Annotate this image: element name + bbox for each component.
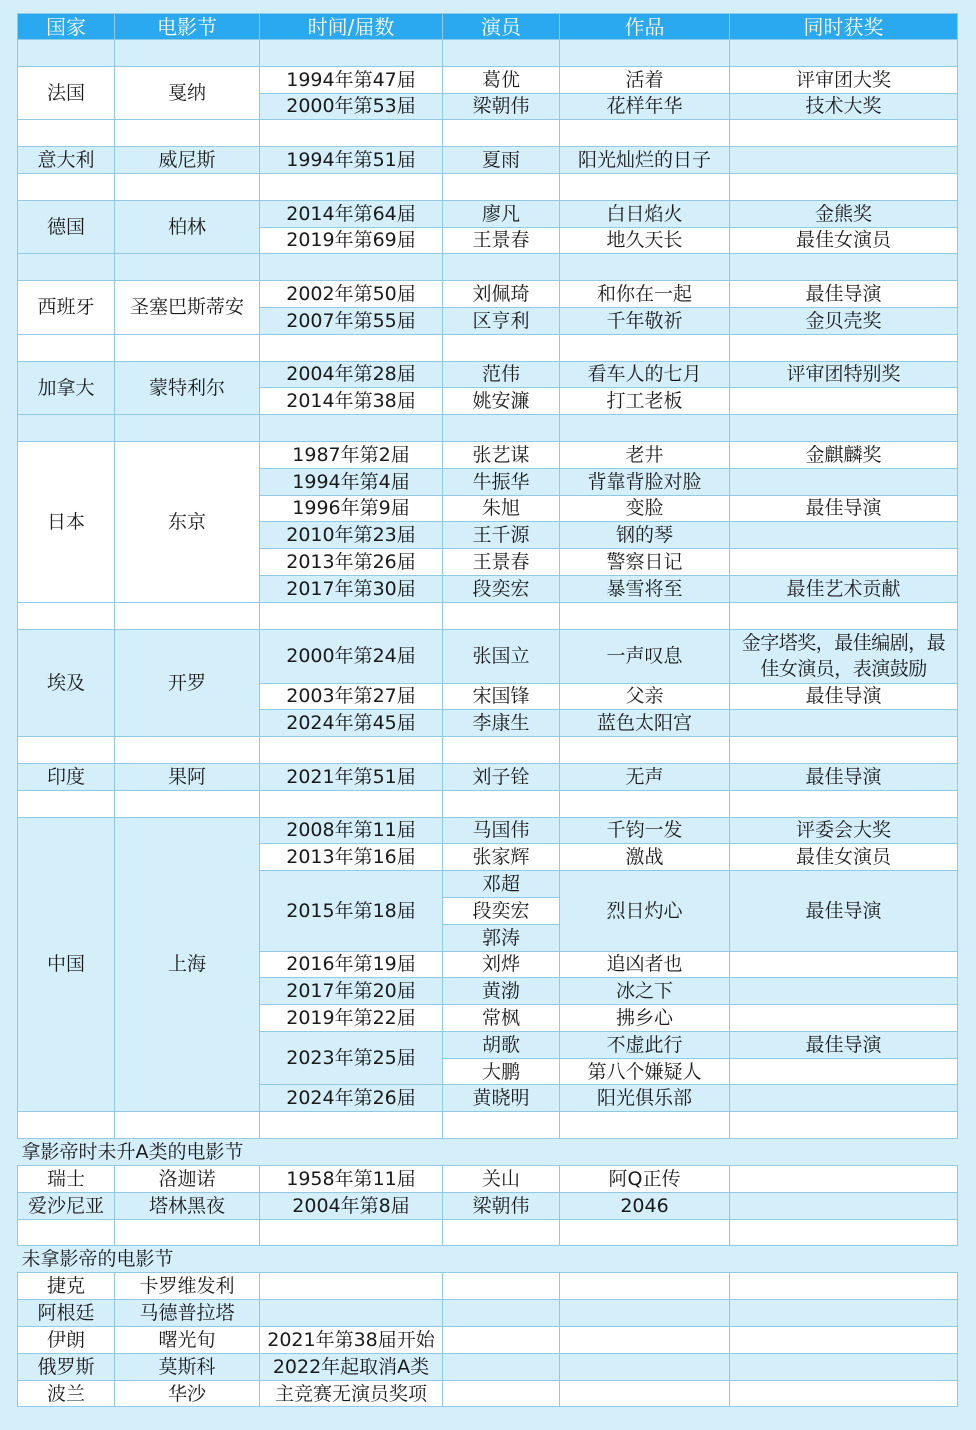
table-row: [18, 1300, 958, 1327]
work-cell: 花样年华: [560, 93, 730, 120]
festival-cell: 蒙特利尔: [115, 361, 260, 415]
empty-cell: [730, 40, 958, 67]
work-cell: 拂乡心: [560, 1005, 730, 1032]
actor-cell: 黄晓明: [443, 1085, 560, 1112]
empty-cell: [730, 1112, 958, 1139]
empty-cell: [730, 254, 958, 281]
empty-cell: [260, 737, 443, 764]
empty-cell: [115, 790, 260, 817]
award-cell: 最佳女演员: [730, 844, 958, 871]
table-row: [18, 1112, 958, 1139]
actor-cell: 牛振华: [443, 468, 560, 495]
empty-cell: [730, 1300, 958, 1327]
work-cell: 变脸: [560, 495, 730, 522]
empty-cell: [730, 602, 958, 629]
work-cell: 第八个嫌疑人: [560, 1058, 730, 1085]
actor-cell: 王景春: [443, 549, 560, 576]
work-cell: 活着: [560, 66, 730, 93]
festival-cell: 圣塞巴斯蒂安: [115, 281, 260, 335]
country-cell: 印度: [18, 763, 115, 790]
work-cell: 地久天长: [560, 227, 730, 254]
work-cell: 和你在一起: [560, 281, 730, 308]
table-row: [18, 200, 958, 227]
empty-cell: [560, 334, 730, 361]
actor-cell: 区亨利: [443, 307, 560, 334]
actor-cell: 郭涛: [443, 924, 560, 951]
festival-cell: 华沙: [115, 1380, 260, 1407]
actor-cell: 段奕宏: [443, 575, 560, 602]
empty-cell: [560, 173, 730, 200]
empty-cell: [115, 40, 260, 67]
award-cell: [730, 1058, 958, 1085]
table-row: [18, 763, 958, 790]
empty-cell: [18, 40, 115, 67]
work-cell: 钢的琴: [560, 522, 730, 549]
empty-cell: [560, 602, 730, 629]
empty-cell: [115, 334, 260, 361]
table-row: [18, 1327, 958, 1354]
country-cell: 加拿大: [18, 361, 115, 415]
award-cell: [730, 1192, 958, 1219]
empty-cell: [115, 602, 260, 629]
work-cell: 一声叹息: [560, 629, 730, 683]
empty-cell: [443, 334, 560, 361]
festival-cell: 柏林: [115, 200, 260, 254]
empty-cell: [18, 790, 115, 817]
section-title-row: [18, 1139, 958, 1166]
award-cell: 最佳艺术贡献: [730, 575, 958, 602]
festival-cell: 洛迦诺: [115, 1166, 260, 1193]
empty-cell: [115, 173, 260, 200]
empty-cell: [18, 602, 115, 629]
actor-cell: 朱旭: [443, 495, 560, 522]
header-row: [18, 14, 958, 40]
actor-cell: 范伟: [443, 361, 560, 388]
work-cell: 蓝色太阳宫: [560, 710, 730, 737]
year-cell: 2017年第30届: [260, 575, 443, 602]
award-cell: [730, 978, 958, 1005]
empty-cell: [730, 1353, 958, 1380]
empty-cell: [443, 1219, 560, 1246]
actor-cell: 王景春: [443, 227, 560, 254]
work-cell: 冰之下: [560, 978, 730, 1005]
empty-cell: [730, 1273, 958, 1300]
empty-cell: [560, 1380, 730, 1407]
column-header: 电影节: [115, 14, 260, 40]
country-cell: 西班牙: [18, 281, 115, 335]
award-cell: [730, 468, 958, 495]
actor-cell: 姚安濂: [443, 388, 560, 415]
empty-cell: [260, 254, 443, 281]
empty-cell: [443, 790, 560, 817]
empty-cell: [443, 120, 560, 147]
empty-cell: [260, 120, 443, 147]
award-cell: 最佳导演: [730, 1031, 958, 1058]
award-cell: [730, 1005, 958, 1032]
empty-cell: [560, 120, 730, 147]
country-cell: 埃及: [18, 629, 115, 737]
note-cell: 主竞赛无演员奖项: [260, 1380, 443, 1407]
work-cell: 千年敬祈: [560, 307, 730, 334]
year-cell: 2008年第11届: [260, 817, 443, 844]
award-cell: 金字塔奖，最佳编剧，最佳女演员，表演鼓励: [730, 629, 958, 683]
festival-cell: 曙光旬: [115, 1327, 260, 1354]
section-title-row: [18, 1246, 958, 1273]
festival-cell: 马德普拉塔: [115, 1300, 260, 1327]
table-row: [18, 629, 958, 683]
actor-cell: 葛优: [443, 66, 560, 93]
empty-cell: [443, 40, 560, 67]
award-cell: [730, 1085, 958, 1112]
award-cell: 最佳导演: [730, 281, 958, 308]
work-cell: 老井: [560, 441, 730, 468]
table-row: [18, 817, 958, 844]
actor-cell: 张家辉: [443, 844, 560, 871]
work-cell: 警察日记: [560, 549, 730, 576]
table-row: [18, 1166, 958, 1193]
actor-cell: 廖凡: [443, 200, 560, 227]
actor-cell: 张国立: [443, 629, 560, 683]
empty-cell: [560, 40, 730, 67]
actor-cell: 段奕宏: [443, 897, 560, 924]
empty-cell: [560, 1327, 730, 1354]
award-cell: [730, 147, 958, 174]
column-header: 演员: [443, 14, 560, 40]
year-cell: 2024年第45届: [260, 710, 443, 737]
award-cell: 最佳导演: [730, 871, 958, 951]
festival-cell: 卡罗维发利: [115, 1273, 260, 1300]
empty-cell: [443, 1112, 560, 1139]
empty-cell: [560, 790, 730, 817]
empty-cell: [730, 1327, 958, 1354]
empty-cell: [730, 120, 958, 147]
empty-cell: [115, 120, 260, 147]
table-row: [18, 40, 958, 67]
empty-cell: [443, 1273, 560, 1300]
note-cell: 2022年起取消A类: [260, 1353, 443, 1380]
empty-cell: [18, 334, 115, 361]
year-cell: 1958年第11届: [260, 1166, 443, 1193]
table-row: [18, 1273, 958, 1300]
award-cell: 评审团特别奖: [730, 361, 958, 388]
actor-cell: 黄渤: [443, 978, 560, 1005]
year-cell: 2010年第23届: [260, 522, 443, 549]
year-cell: 2013年第16届: [260, 844, 443, 871]
award-cell: 最佳导演: [730, 495, 958, 522]
actor-cell: 梁朝伟: [443, 1192, 560, 1219]
year-cell: 2004年第28届: [260, 361, 443, 388]
actor-cell: 王千源: [443, 522, 560, 549]
actor-cell: 梁朝伟: [443, 93, 560, 120]
country-cell: 意大利: [18, 147, 115, 174]
empty-cell: [443, 602, 560, 629]
year-cell: 1987年第2届: [260, 441, 443, 468]
country-cell: 伊朗: [18, 1327, 115, 1354]
work-cell: 激战: [560, 844, 730, 871]
year-cell: 1994年第51届: [260, 147, 443, 174]
empty-cell: [730, 1380, 958, 1407]
empty-cell: [115, 415, 260, 442]
empty-cell: [443, 254, 560, 281]
award-cell: 金熊奖: [730, 200, 958, 227]
year-cell: 2003年第27届: [260, 683, 443, 710]
empty-cell: [260, 334, 443, 361]
empty-cell: [443, 737, 560, 764]
festival-cell: 塔林黑夜: [115, 1192, 260, 1219]
empty-cell: [260, 1112, 443, 1139]
table-row: [18, 737, 958, 764]
empty-cell: [560, 1300, 730, 1327]
table-row: [18, 602, 958, 629]
country-cell: 瑞士: [18, 1166, 115, 1193]
note-cell: [260, 1300, 443, 1327]
country-cell: 爱沙尼亚: [18, 1192, 115, 1219]
empty-cell: [18, 120, 115, 147]
actor-cell: 马国伟: [443, 817, 560, 844]
actor-cell: 常枫: [443, 1005, 560, 1032]
table-row: [18, 120, 958, 147]
festival-cell: 开罗: [115, 629, 260, 737]
actor-cell: 张艺谋: [443, 441, 560, 468]
festival-cell: 东京: [115, 441, 260, 602]
award-cell: [730, 549, 958, 576]
empty-cell: [443, 1380, 560, 1407]
table-row: [18, 1192, 958, 1219]
empty-cell: [443, 415, 560, 442]
country-cell: 中国: [18, 817, 115, 1112]
award-cell: 评委会大奖: [730, 817, 958, 844]
column-header: 同时获奖: [730, 14, 958, 40]
empty-cell: [730, 334, 958, 361]
country-cell: 德国: [18, 200, 115, 254]
table-row: [18, 441, 958, 468]
country-cell: 阿根廷: [18, 1300, 115, 1327]
year-cell: 2000年第24届: [260, 629, 443, 683]
festival-cell: 果阿: [115, 763, 260, 790]
award-cell: 最佳女演员: [730, 227, 958, 254]
empty-cell: [560, 1273, 730, 1300]
table-row: [18, 1380, 958, 1407]
award-cell: 金贝壳奖: [730, 307, 958, 334]
award-cell: 金麒麟奖: [730, 441, 958, 468]
table-row: [18, 1353, 958, 1380]
award-cell: [730, 388, 958, 415]
actor-cell: 胡歌: [443, 1031, 560, 1058]
empty-cell: [443, 1327, 560, 1354]
year-cell: 2007年第55届: [260, 307, 443, 334]
table-row: [18, 334, 958, 361]
year-cell: 1994年第4届: [260, 468, 443, 495]
work-cell: 阳光灿烂的日子: [560, 147, 730, 174]
empty-cell: [18, 737, 115, 764]
table-row: [18, 173, 958, 200]
award-cell: 最佳导演: [730, 763, 958, 790]
work-cell: 2046: [560, 1192, 730, 1219]
empty-cell: [115, 254, 260, 281]
table-row: [18, 147, 958, 174]
empty-cell: [260, 415, 443, 442]
award-cell: [730, 951, 958, 978]
section-title: 拿影帝时未升A类的电影节: [18, 1139, 958, 1166]
empty-cell: [260, 1219, 443, 1246]
empty-cell: [443, 1353, 560, 1380]
table-row: [18, 66, 958, 93]
country-cell: 日本: [18, 441, 115, 602]
note-cell: [260, 1273, 443, 1300]
work-cell: 看车人的七月: [560, 361, 730, 388]
empty-cell: [730, 173, 958, 200]
work-cell: 白日焰火: [560, 200, 730, 227]
work-cell: 无声: [560, 763, 730, 790]
actor-cell: 关山: [443, 1166, 560, 1193]
award-cell: 最佳导演: [730, 683, 958, 710]
empty-cell: [730, 790, 958, 817]
work-cell: 烈日灼心: [560, 871, 730, 951]
empty-cell: [560, 737, 730, 764]
actor-cell: 刘子铨: [443, 763, 560, 790]
empty-cell: [260, 790, 443, 817]
empty-cell: [560, 1219, 730, 1246]
empty-cell: [260, 40, 443, 67]
section-title: 未拿影帝的电影节: [18, 1246, 958, 1273]
empty-cell: [560, 415, 730, 442]
table-row: [18, 1219, 958, 1246]
work-cell: 父亲: [560, 683, 730, 710]
country-cell: 法国: [18, 66, 115, 120]
column-header: 国家: [18, 14, 115, 40]
year-cell: 2013年第26届: [260, 549, 443, 576]
work-cell: 暴雪将至: [560, 575, 730, 602]
work-cell: 追凶者也: [560, 951, 730, 978]
year-cell: 2015年第18届: [260, 871, 443, 951]
actor-cell: 李康生: [443, 710, 560, 737]
table-row: [18, 254, 958, 281]
empty-cell: [443, 1300, 560, 1327]
empty-cell: [560, 254, 730, 281]
award-cell: [730, 1166, 958, 1193]
empty-cell: [115, 737, 260, 764]
empty-cell: [260, 173, 443, 200]
column-header: 作品: [560, 14, 730, 40]
year-cell: 2002年第50届: [260, 281, 443, 308]
actor-cell: 夏雨: [443, 147, 560, 174]
empty-cell: [730, 415, 958, 442]
award-cell: 评审团大奖: [730, 66, 958, 93]
country-cell: 捷克: [18, 1273, 115, 1300]
year-cell: 2000年第53届: [260, 93, 443, 120]
year-cell: 2021年第51届: [260, 763, 443, 790]
actor-cell: 宋国锋: [443, 683, 560, 710]
actor-cell: 刘烨: [443, 951, 560, 978]
empty-cell: [18, 173, 115, 200]
work-cell: 阿Q正传: [560, 1166, 730, 1193]
actor-cell: 大鹏: [443, 1058, 560, 1085]
year-cell: 1994年第47届: [260, 66, 443, 93]
column-header: 时间/届数: [260, 14, 443, 40]
year-cell: 2024年第26届: [260, 1085, 443, 1112]
year-cell: 2019年第22届: [260, 1005, 443, 1032]
empty-cell: [560, 1112, 730, 1139]
work-cell: 不虚此行: [560, 1031, 730, 1058]
festival-cell: 上海: [115, 817, 260, 1112]
empty-cell: [443, 173, 560, 200]
table-row: [18, 415, 958, 442]
work-cell: 阳光俱乐部: [560, 1085, 730, 1112]
actor-cell: 邓超: [443, 871, 560, 898]
table-row: [18, 790, 958, 817]
award-cell: 技术大奖: [730, 93, 958, 120]
year-cell: 2014年第38届: [260, 388, 443, 415]
year-cell: 1996年第9届: [260, 495, 443, 522]
year-cell: 2023年第25届: [260, 1031, 443, 1085]
work-cell: 背靠背脸对脸: [560, 468, 730, 495]
country-cell: 俄罗斯: [18, 1353, 115, 1380]
actor-cell: 刘佩琦: [443, 281, 560, 308]
year-cell: 2017年第20届: [260, 978, 443, 1005]
table-row: [18, 281, 958, 308]
country-cell: 波兰: [18, 1380, 115, 1407]
table-row: [18, 361, 958, 388]
festival-cell: 威尼斯: [115, 147, 260, 174]
empty-cell: [18, 1112, 115, 1139]
year-cell: 2019年第69届: [260, 227, 443, 254]
empty-cell: [115, 1219, 260, 1246]
year-cell: 2014年第64届: [260, 200, 443, 227]
award-cell: [730, 522, 958, 549]
empty-cell: [18, 1219, 115, 1246]
empty-cell: [260, 602, 443, 629]
work-cell: 打工老板: [560, 388, 730, 415]
note-cell: 2021年第38届开始: [260, 1327, 443, 1354]
work-cell: 千钧一发: [560, 817, 730, 844]
empty-cell: [730, 1219, 958, 1246]
empty-cell: [115, 1112, 260, 1139]
empty-cell: [560, 1353, 730, 1380]
empty-cell: [18, 415, 115, 442]
empty-cell: [730, 737, 958, 764]
award-cell: [730, 710, 958, 737]
festival-cell: 戛纳: [115, 66, 260, 120]
empty-cell: [18, 254, 115, 281]
year-cell: 2016年第19届: [260, 951, 443, 978]
festival-table: [17, 13, 958, 1407]
year-cell: 2004年第8届: [260, 1192, 443, 1219]
festival-cell: 莫斯科: [115, 1353, 260, 1380]
